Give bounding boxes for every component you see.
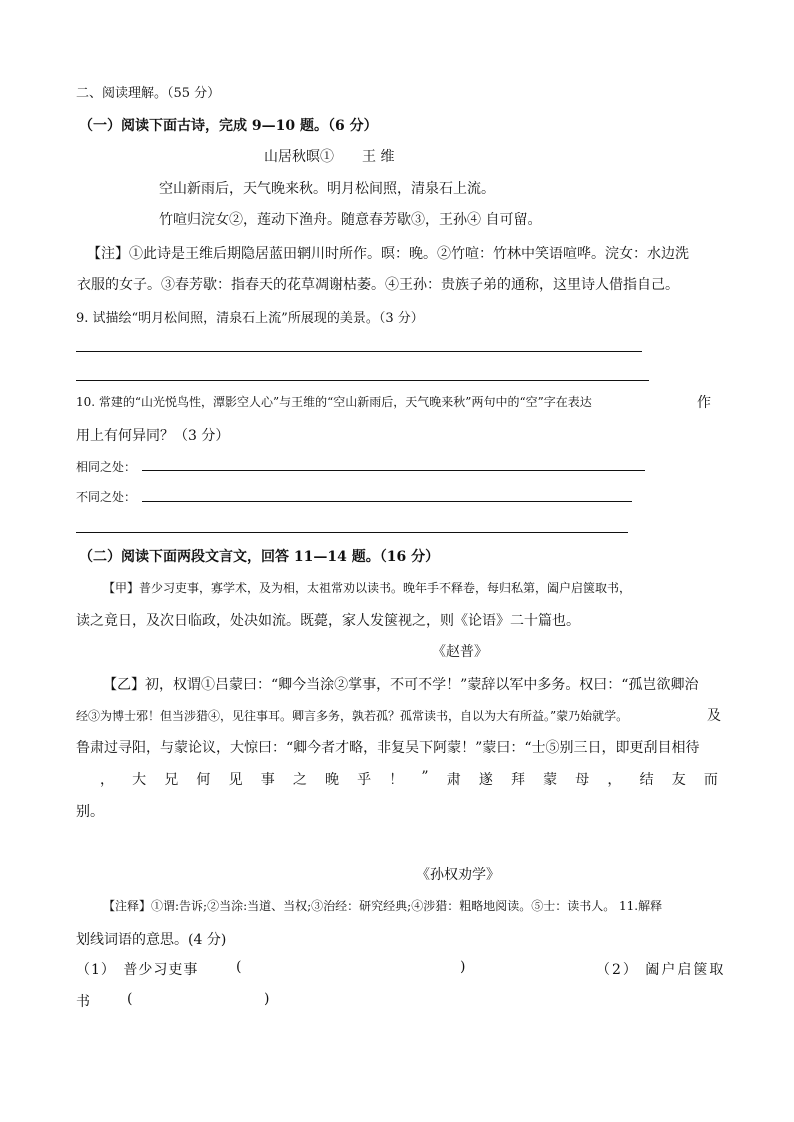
yi-char: 乎 — [357, 772, 372, 788]
answer-line-same[interactable] — [142, 470, 645, 471]
yi-char: 遂 — [478, 772, 493, 788]
jia-line-1: 【甲】普少习吏事，寡学术，及为相，太祖常劝以读书。晚年手不释卷，每归私第，阖户启箧取书， — [103, 581, 632, 595]
poem-note-line-2: 衣服的女子。③春芳歇：指春天的花草凋谢枯萎。④王孙：贵族子弟的通称，这里诗人借指自己。 — [77, 277, 679, 293]
poem-line-1: 空山新雨后，天气晚来秋。明月松间照，清泉石上流。 — [159, 181, 495, 197]
yi-source: 《孙权劝学》 — [416, 867, 500, 883]
answer-line-diff[interactable] — [142, 501, 632, 502]
q11-item-1-paren-close: ) — [460, 959, 466, 975]
yi-char: ， — [100, 772, 114, 788]
question-10-line-2: 用上有何异同？（3 分） — [76, 428, 230, 444]
yi-char: 事 — [260, 772, 275, 788]
yi-char: 母 — [575, 772, 590, 788]
q11-item-1-paren-open: ( — [236, 959, 242, 975]
answer-line-diff-2[interactable] — [76, 532, 628, 533]
part1-heading: （一）阅读下面古诗，完成 9—10 题。（6 分） — [79, 118, 378, 134]
yi-char: 友 — [671, 772, 686, 788]
yi-char: 结 — [639, 772, 654, 788]
q11-item-2-paren-open: ( — [127, 991, 133, 1007]
q11-item-1-label: （1） 普少习吏事 — [76, 962, 199, 978]
question-9: 9. 试描绘“明月松间照，清泉石上流”所展现的美景。（3 分） — [76, 311, 424, 326]
poem-note-line-1: 【注】①此诗是王维后期隐居蓝田辋川时所作。暝：晚。②竹喧：竹林中笑语喧哗。浣女：水边洗 — [87, 246, 689, 262]
diff-label: 不同之处： — [76, 490, 137, 504]
q11-item-2-paren-close: ) — [264, 991, 270, 1007]
yi-line-4 — [100, 769, 718, 789]
answer-line-q9-2[interactable] — [76, 380, 649, 381]
q11-item-1-answer[interactable] — [246, 959, 456, 977]
yi-char: 之 — [292, 772, 307, 788]
yi-char: 肃 — [446, 772, 461, 788]
yi-char: ” — [421, 769, 429, 785]
q11-item-2-answer[interactable] — [137, 991, 261, 1009]
yi-char: 何 — [196, 772, 211, 788]
q11-item-2-label: （2） 阖户启箧取 — [596, 962, 726, 978]
question-10-tail: 作 — [697, 395, 711, 411]
yi-char: ， — [607, 772, 622, 788]
yi-char: 拜 — [511, 772, 525, 788]
yi-line-1: 【乙】初，权谓①吕蒙曰：“卿今当涂②掌事，不可不学！”蒙辞以军中多务。权曰：“孤岂欲卿治 — [103, 677, 699, 693]
q11-item-2-tail: 书 — [76, 994, 90, 1010]
yi-char: 而 — [703, 772, 718, 788]
part2-heading: （二）阅读下面两段文言文，回答 11—14 题。（16 分） — [79, 549, 440, 565]
poem-author: 王 维 — [362, 149, 395, 165]
jia-line-2: 读之竟日，及次日临政，处决如流。既薨，家人发箧视之，则《论语》二十篇也。 — [76, 613, 580, 629]
yi-char: 见 — [228, 772, 243, 788]
poem-line-2: 竹喧归浣女②，莲动下渔舟。随意春芳歇③，王孙④ 自可留。 — [159, 212, 542, 228]
yi-char: 晚 — [324, 772, 339, 788]
yi-char: 大 — [132, 772, 147, 788]
poem-title: 山居秋暝① — [264, 149, 334, 165]
yi-line-3: 鲁肃过寻阳，与蒙论议，大惊曰：“卿今者才略，非复吴下阿蒙！”蒙曰：“士⑤别三日，即更刮目相待 — [76, 740, 700, 756]
answer-line-q9-1[interactable] — [76, 351, 642, 352]
question-10-line-1: 10. 常建的“山光悦鸟性，潭影空人心”与王维的“空山新雨后，天气晚来秋”两句中的“空”字在表达 — [76, 395, 592, 409]
yi-line-5: 别。 — [76, 804, 104, 820]
section-title: 二、阅读理解。（55 分） — [76, 86, 221, 101]
yi-line-2-tail: 及 — [707, 708, 721, 724]
yi-line-2: 经③为博士邪！但当涉猎④，见往事耳。卿言多务，孰若孤？孤常读书，自以为大有所益。”蒙乃始就学。 — [76, 709, 629, 723]
same-label: 相同之处： — [76, 460, 137, 474]
yi-char: ！ — [389, 772, 404, 788]
yi-char: 蒙 — [543, 772, 558, 788]
notes-line-1: 【注释】①谓:告诉;②当涂:当道、当权;③治经：研究经典;④涉猎：粗略地阅读。⑤士：读书人。 11.解释 — [103, 899, 663, 913]
jia-source: 《赵普》 — [432, 644, 488, 660]
yi-char: 兄 — [164, 772, 179, 788]
notes-line-2: 划线词语的意思。(4 分) — [76, 932, 227, 948]
